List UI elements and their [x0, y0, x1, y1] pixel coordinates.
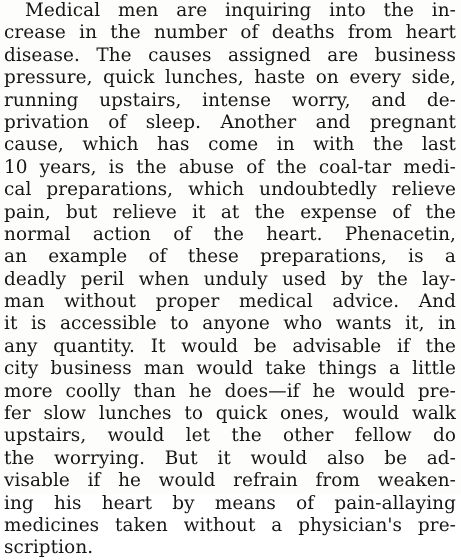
article-line: pain, but relieve it at the expense of the	[4, 201, 456, 223]
article-line: Medical men are inquiring into the in-	[25, 0, 456, 21]
article-line: crease in the number of deaths from heart	[4, 22, 456, 44]
article-line: cal preparations, which undoubtedly relieve	[4, 179, 456, 201]
article-line: more coolly than he does—if he would pre-	[4, 380, 456, 402]
article-line: fer slow lunches to quick ones, would walk	[4, 403, 456, 425]
article-line: running upstairs, intense worry, and de-	[4, 89, 456, 111]
article-line: privation of sleep. Another and pregnant	[4, 111, 456, 133]
article-line: 10 years, is the abuse of the coal-tar medi-	[4, 156, 456, 178]
article-line: scription.	[4, 537, 94, 559]
article-line: upstairs, would let the other fellow do	[4, 425, 456, 447]
article-line: ing his heart by means of pain-allaying	[4, 492, 456, 514]
article-line: cause, which has come in with the last	[4, 134, 456, 156]
article-line: deadly peril when unduly used by the lay-	[4, 268, 456, 290]
article-line: man without proper medical advice. And	[4, 291, 456, 313]
article-line: visable if he would refrain from weaken-	[4, 470, 456, 492]
article-line: disease. The causes assigned are business	[4, 44, 456, 66]
article-line: it is accessible to anyone who wants it, in	[4, 313, 456, 335]
article-line: medicines taken without a physician's pre-	[4, 514, 456, 536]
article-line: normal action of the heart. Phenacetin,	[4, 223, 456, 245]
article-line: the worrying. But it would also be ad-	[4, 447, 456, 469]
article-line: an example of these preparations, is a	[4, 246, 456, 268]
article-line: pressure, quick lunches, haste on every side,	[4, 67, 456, 89]
article-line: any quantity. It would be advisable if the	[4, 335, 456, 357]
article-line: city business man would take things a little	[4, 358, 456, 380]
article-body	[4, 0, 456, 560]
